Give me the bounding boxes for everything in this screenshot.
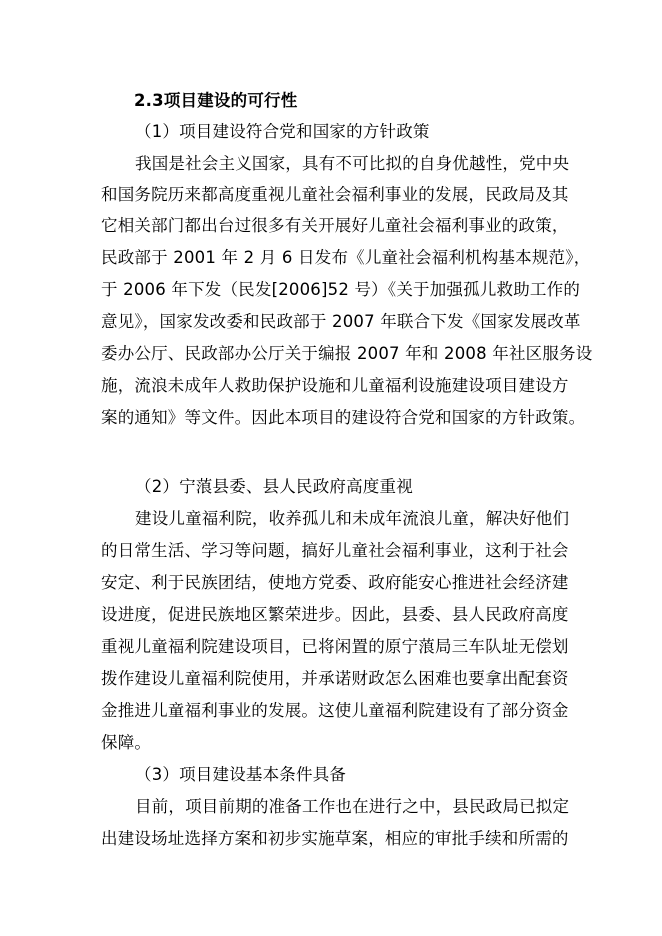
para1-line: 于 2006 年下发（民发[2006]52 号）《关于加强孤儿救助工作的 (101, 280, 581, 299)
para1-line: 案的通知》等文件。因此本项目的建设符合党和国家的方针政策。 (101, 408, 586, 427)
para2-line: 建设儿童福利院，收养孤儿和未成年流浪儿童，解决好他们 (135, 509, 570, 528)
para2-line: 重视儿童福利院建设项目，已将闲置的原宁蒗局三车队址无偿划 (101, 637, 569, 656)
para2-line: 安定、利于民族团结，使地方党委、政府能安心推进社会经济建 (101, 573, 569, 592)
para3-line: 出建设场址选择方案和初步实施草案，相应的审批手续和所需的 (101, 829, 569, 848)
para2-line: 的日常生活、学习等问题，搞好儿童社会福利事业，这利于社会 (101, 541, 569, 560)
para1-line: 民政部于 2001 年 2 月 6 日发布《儿童社会福利机构基本规范》， (101, 248, 591, 267)
para1-line: 我国是社会主义国家，具有不可比拟的自身优越性，党中央 (135, 154, 570, 173)
subsection-1-title: （1）项目建设符合党和国家的方针政策 (135, 122, 430, 141)
para3-line: 目前，项目前期的准备工作也在进行之中，县民政局已拟定 (135, 797, 570, 816)
section-title: 2.3项目建设的可行性 (134, 91, 298, 110)
para2-line: 保障。 (101, 733, 152, 752)
subsection-2-title: （2）宁蒗县委、县人民政府高度重视 (135, 477, 413, 496)
para1-line: 施，流浪未成年人救助保护设施和儿童福利设施建设项目建设方 (101, 376, 569, 395)
subsection-3-title: （3）项目建设基本条件具备 (135, 765, 347, 784)
para2-line: 设进度，促进民族地区繁荣进步。因此，县委、县人民政府高度 (101, 605, 569, 624)
para2-line: 拨作建设儿童福利院使用，并承诺财政怎么困难也要拿出配套资 (101, 669, 569, 688)
para2-line: 金推进儿童福利事业的发展。这使儿童福利院建设有了部分资金 (101, 701, 569, 720)
para1-line: 意见》，国家发改委和民政部于 2007 年联合下发《国家发展改革 (101, 312, 581, 331)
para1-line: 委办公厅、民政部办公厅关于编报 2007 年和 2008 年社区服务设 (101, 344, 593, 363)
para1-line: 它相关部门都出台过很多有关开展好儿童社会福利事业的政策， (101, 216, 569, 235)
para1-line: 和国务院历来都高度重视儿童社会福利事业的发展，民政局及其 (101, 185, 569, 204)
